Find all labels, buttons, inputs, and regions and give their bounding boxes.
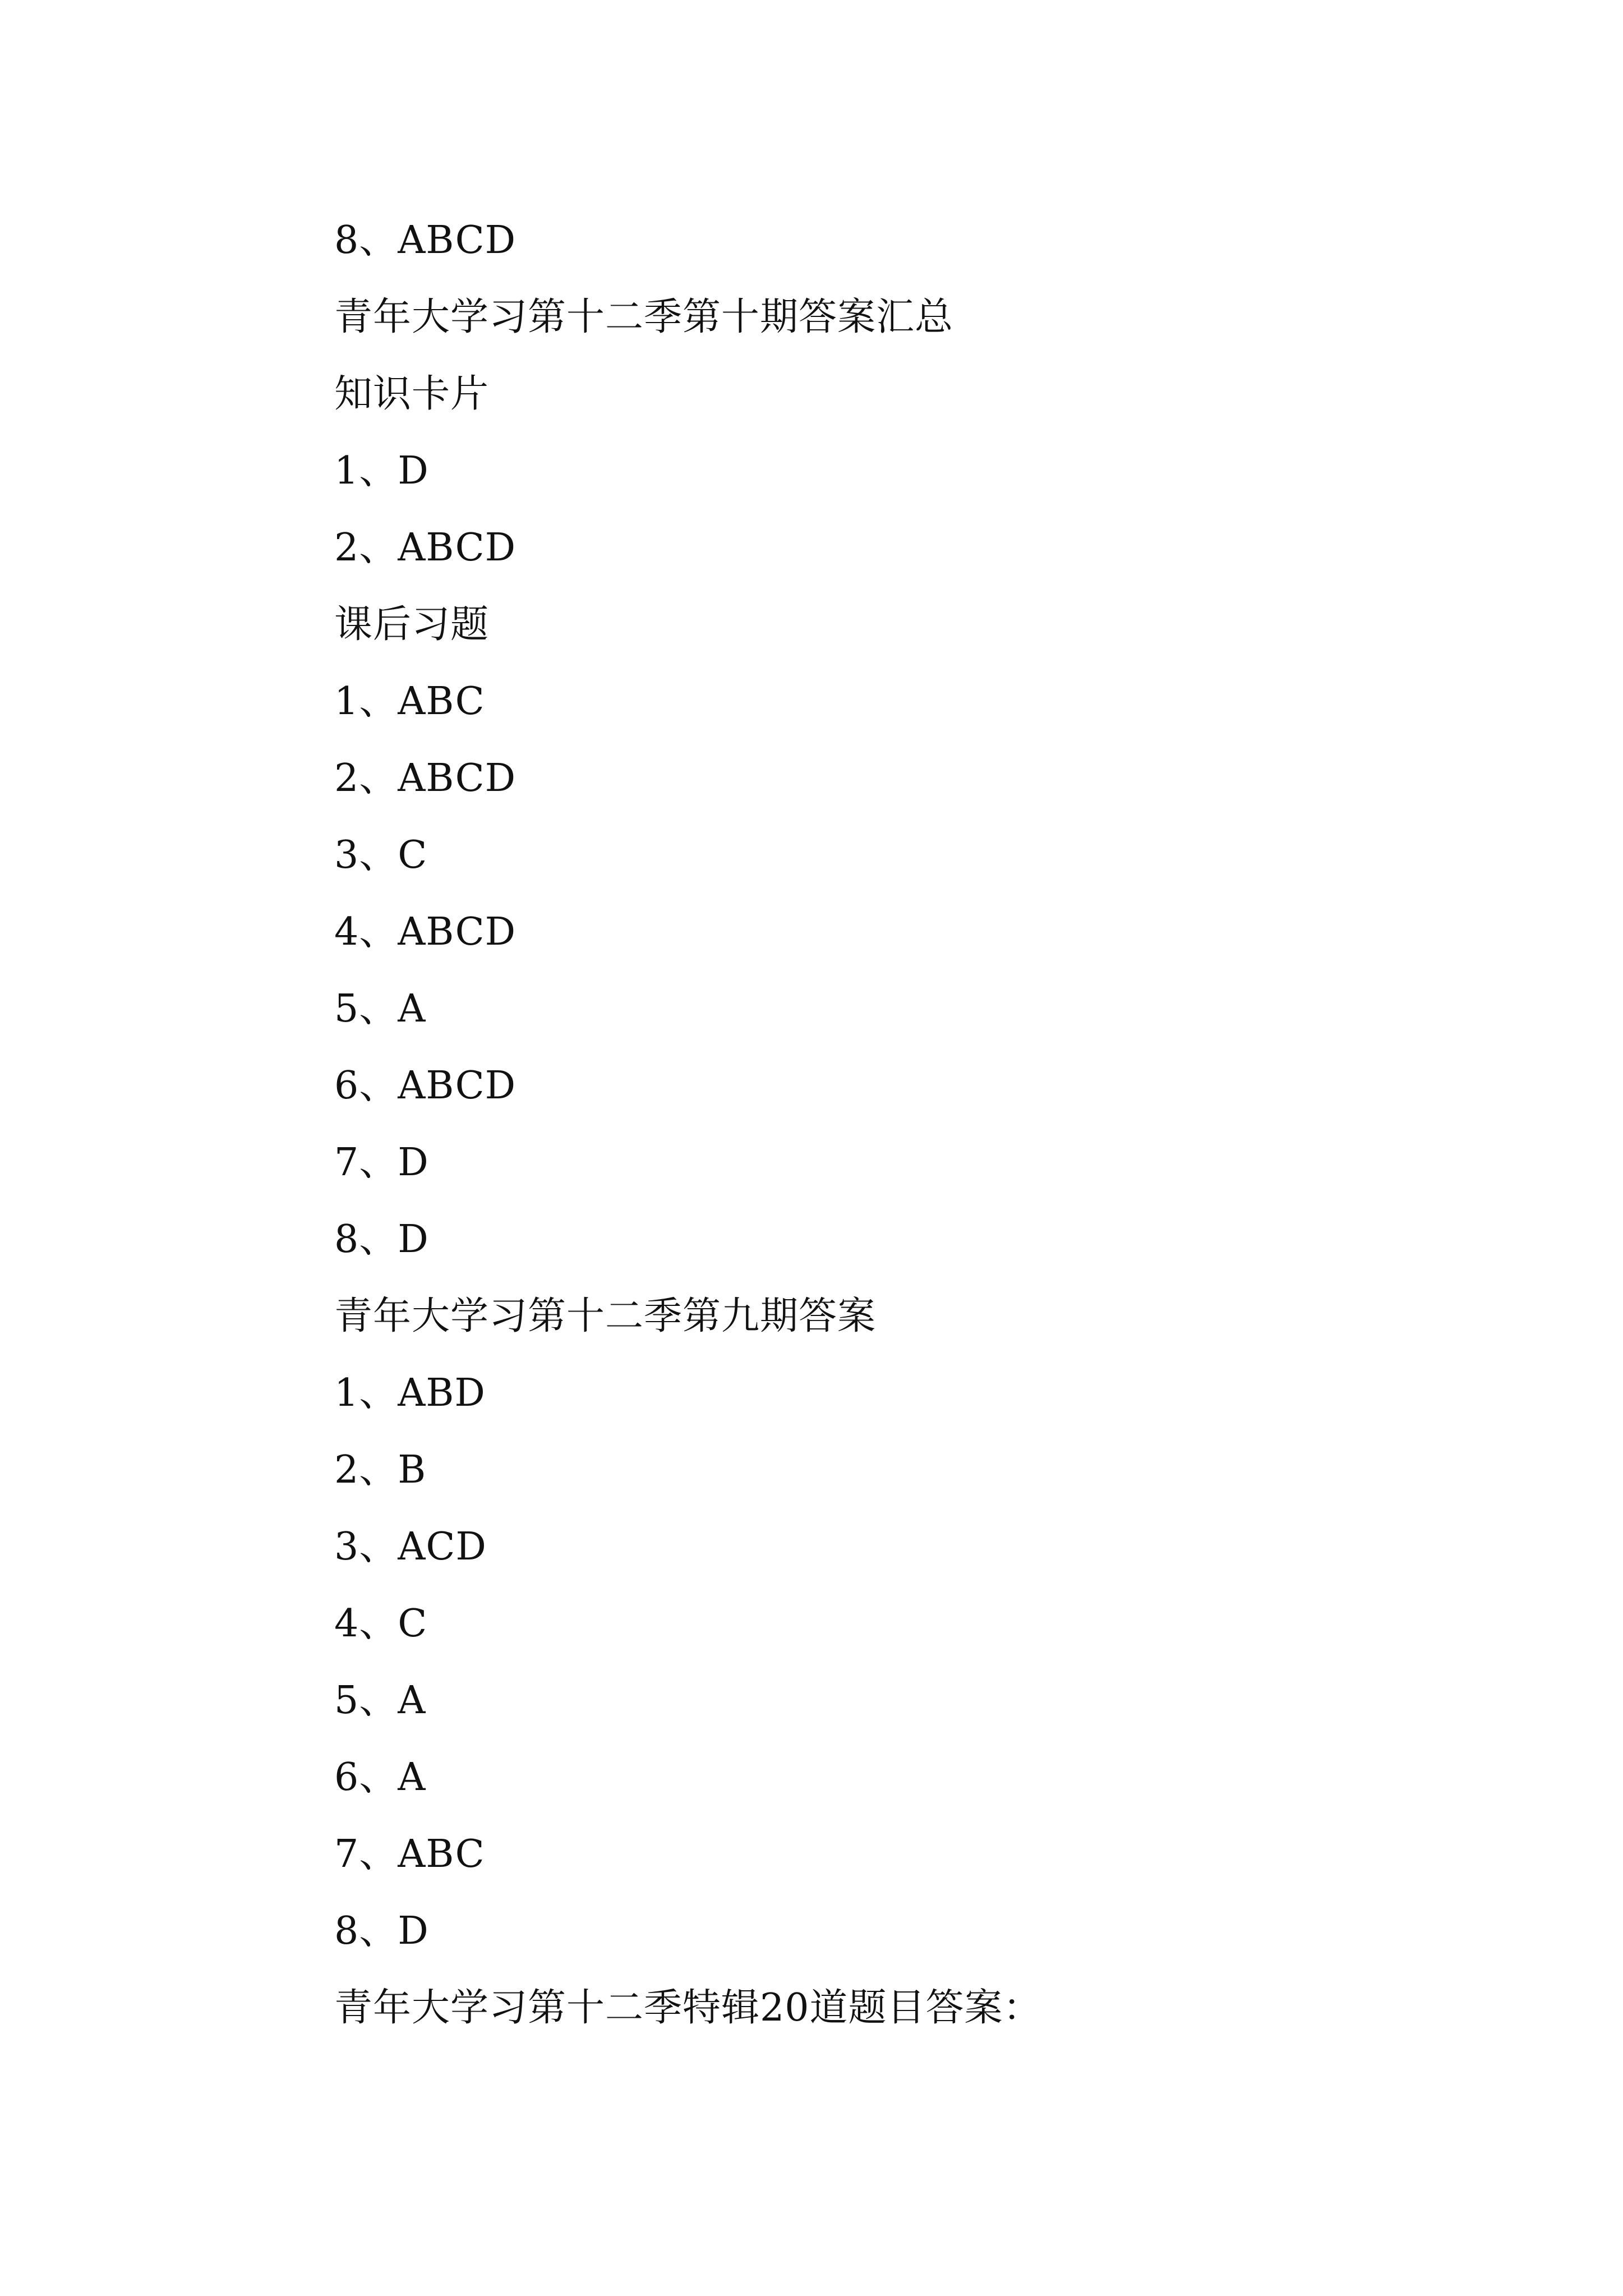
answer-line: 2、ABCD <box>334 756 517 800</box>
answer-line: 2、B <box>334 1448 427 1492</box>
answer-line: 2、ABCD <box>334 526 517 570</box>
subsection-heading: 课后习题 <box>334 602 490 647</box>
answer-line: 4、ABCD <box>334 910 517 954</box>
section-heading: 青年大学习第十二季第九期答案 <box>334 1294 877 1338</box>
answer-line: 8、D <box>334 1909 429 1953</box>
answer-line: 8、D <box>334 1217 429 1262</box>
answer-line: 6、A <box>334 1755 426 1800</box>
answer-line: 3、C <box>334 833 428 877</box>
answer-line: 1、D <box>334 449 429 493</box>
section-heading: 青年大学习第十二季特辑20道题目答案： <box>334 1986 1042 2030</box>
answer-line: 3、ACD <box>334 1525 487 1569</box>
answer-line: 6、ABCD <box>334 1064 517 1108</box>
document-body <box>334 202 1512 2046</box>
subsection-heading: 知识卡片 <box>334 372 490 416</box>
section-heading: 青年大学习第十二季第十期答案汇总 <box>334 295 954 339</box>
answer-line: 4、C <box>334 1602 428 1646</box>
answer-line: 8、ABCD <box>334 218 517 263</box>
answer-line: 1、ABD <box>334 1371 486 1415</box>
answer-line: 5、A <box>334 1678 426 1723</box>
answer-line: 1、ABC <box>334 679 485 724</box>
answer-line: 7、ABC <box>334 1832 485 1876</box>
answer-line: 5、A <box>334 987 426 1031</box>
answer-line: 7、D <box>334 1140 429 1185</box>
